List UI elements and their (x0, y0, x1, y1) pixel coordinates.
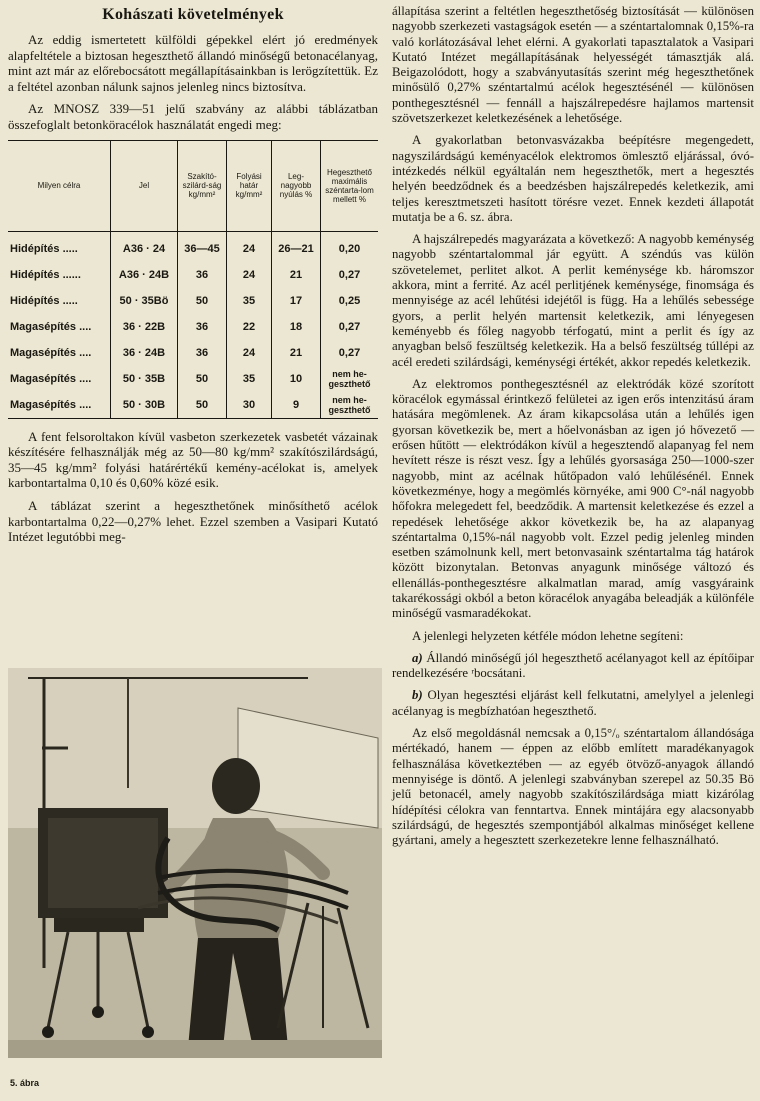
section-title: Kohászati követelmények (102, 6, 284, 23)
after-table-paragraph-2: A táblázat szerint a hegeszthetőnek minősíthető acélok karbontartalma 0,22—0,27% lehet. Ezzel szemben a Vasipari Kutató Intézet legutóbbi meg- (8, 497, 378, 545)
table-cell: nem he-geszthető (321, 366, 379, 392)
table-cell: A36 · 24B (111, 262, 178, 288)
left-column (8, 4, 378, 552)
header-max-carbon: Hegeszthető maximális széntarta-lom mellett % (321, 140, 379, 231)
table-cell: Hidépítés ...... (10, 268, 81, 281)
table-cell: 36 · 22B (111, 314, 178, 340)
table-row (8, 340, 378, 366)
table-cell: Hidépítés ..... (10, 294, 78, 307)
option-b-label: b) (412, 688, 423, 703)
table-cell: 50 · 35B (111, 366, 178, 392)
right-column (392, 4, 754, 855)
option-a (392, 651, 754, 682)
table-cell: 24 (227, 262, 272, 288)
table-cell: Magasépítés .... (10, 372, 92, 385)
table-cell: Hidépítés ..... (10, 242, 78, 255)
option-b (392, 688, 754, 719)
welding-machine-photo (8, 668, 382, 1058)
right-paragraph-6: Az első megoldásnál nemcsak a 0,15°/ₒ széntartalom állandósága mértékadó, hanem — éppen az előbb említett maradékanyagok felhasználása következtében — az egyéb ötvöző-anyagok állandó mennyisége is döntő. A jelenlegi szabványban szerepel az 50.35 Bö jelű betonacél, amely nagyobb szakítószilárdsága miatt kizárólag hídépítési célokra van fenntartva. Ennek mintájára egy alacsonyabb szilárdságú, de hegesztés szempontjából alkalmas minőséget kellene gyártani, amely a hegesztett szerkezetekre lenne felhasználható. (392, 726, 754, 848)
table-cell: 35 (227, 288, 272, 314)
header-yield-point: Folyási határ kg/mm² (227, 140, 272, 231)
header-elongation: Leg-nagyobb nyúlás % (272, 140, 321, 231)
table-cell: 24 (227, 340, 272, 366)
table-cell: 35 (227, 366, 272, 392)
table-cell: 0,25 (321, 288, 379, 314)
header-purpose: Milyen célra (8, 140, 111, 231)
table-cell: 30 (227, 392, 272, 419)
table-row (8, 262, 378, 288)
table-cell: A36 · 24 (111, 231, 178, 262)
table-cell: 36 · 24B (111, 340, 178, 366)
table-row (8, 314, 378, 340)
right-paragraph-4: Az elektromos ponthegesztésnél az elektródák közé szorított köracélok egymással érintkező felületei az igen erős intenzitású áram hatására megömlenek. Az áram kikapcsolása után a lehűlés igen gyorsan következik be, mert a hőelvonásban az igen jó hővezető — erősen hűtött — elektródákon kívül a hegesztendő alapanyag fel nem hevített része is részt vesz. Így a lehűlés gyorsasága 250—1000-szer nagyobb, mint az acélnak hűtőpadon való lehűlésénél. Ennek következménye, hogy a megömlés környéke, ami 900 C°-nál nagyobb hőfokra melegedett fel, beedződik. A martensit keletkezése és ezzel a repedések lehetősége akkor következik be, ha az alapanyag széntartalma 0,15%-nál nagyobb volt. Ezzel pedig jelenleg minden esetben számolnunk kell, mert betonvasaink széntartalma tág határok között bizonytalan. Betonvas anyagunk minősége változó és ellenállás-ponthegesztésre alkalmatlan marad, amíg vasgyáraink takarékossági okból a beton köracélok anyagába beleadják a különféle minőségű vasmaradékokat. (392, 376, 754, 621)
table-cell: 0,27 (321, 262, 379, 288)
table-cell: 50 · 30B (111, 392, 178, 419)
table-cell: 9 (272, 392, 321, 419)
table-cell: 21 (272, 340, 321, 366)
table-cell: Magasépítés .... (10, 398, 92, 411)
table-header-row (8, 140, 378, 231)
option-a-text: Állandó minőségű jól hegeszthető acélanyagot kell az építőipar rendelkezésére ʳbocsátani. (392, 650, 755, 681)
right-paragraph-1: állapítása szerint a feltétlen hegeszthetőség biztosítását — különösen nagyobb szerkezeti vastagságok esetén — a széntartalomnak 0,15%-ra való korlátozásával lehet elérni. A gyakorlati tapasztalatok a Vasipari Kutató Intézet megállapításának helyességét támasztják alá. Beigazolódott, hogy a szabványutasítás szerint még hegeszthetőnek minősülő 0,27% széntartalmú acélok hegesztésénél — különösen ponthegesztésnél — fennáll a hajszálrepedésre hajlamos martensit szövetszerkezet keletkezésének a lehetősége. (392, 4, 754, 126)
right-paragraph-3: A hajszálrepedés magyarázata a következő: A nagyobb keménység nagyobb széntartalommal jár együtt. A széndús vas külön szövetelemet, perlitet alkot. A perlit keménysége kb. háromszor akkora, mint a ferrité. Az acél perlitjének keménysége, finomsága és mennyisége az acél lehűtési idejétől is függ. Ha a lehűlés sebessége gyors, a perlit helyén martensit keletkezik, ami lényegesen keményebb és főleg nagyobb térfogatú, mint a perlit és így az anyagban belső feszültség keletkezik. Ha a belső feszültség túllépi az acél eredeti szilárdsági, keménységi értékét, akkor repedés keletkezik. (392, 232, 754, 369)
intro-paragraph-1: Az eddig ismertetett külföldi gépekkel elért jó eredmények alapfeltétele a biztosan hegeszthető állandó minőségű betonacélanyag, mint azt már az előrebocsátott megállapításainkban is lerögzítettük. Ez a feltétel azonban nálunk sajnos jelenleg nincs biztosítva. (8, 32, 378, 94)
table-cell: 0,20 (321, 231, 379, 262)
table-cell: nem he-geszthető (321, 392, 379, 419)
photo-illustration (8, 668, 382, 1058)
right-paragraph-5: A jelenlegi helyzeten kétféle módon lehetne segíteni: (412, 628, 684, 643)
table-cell: 24 (227, 231, 272, 262)
table-cell: 36 (178, 314, 227, 340)
table-cell: Magasépítés .... (10, 346, 92, 359)
header-mark: Jel (111, 140, 178, 231)
option-a-label: a) (412, 650, 423, 665)
intro-paragraph-2: Az MNOSZ 339—51 jelű szabvány az alábbi táblázatban összefoglalt betonköracélok használatát engedi meg: (8, 101, 378, 132)
table-cell: 21 (272, 262, 321, 288)
table-cell: 18 (272, 314, 321, 340)
table-row (8, 392, 378, 419)
table-cell: 50 (178, 392, 227, 419)
table-cell: 10 (272, 366, 321, 392)
option-b-text: Olyan hegesztési eljárást kell felkutatni, amelylyel a jelenlegi acélanyag is megbízhatóan hegeszthető. (392, 688, 755, 718)
table-cell: 26—21 (272, 231, 321, 262)
table-row (8, 231, 378, 262)
after-table-paragraph-1: A fent felsoroltakon kívül vasbeton szerkezetek vasbetét vázainak készítésére felhasználják még az 50—80 kg/mm² szakítószilárdságú, 35—45 kg/mm² folyási határértékű kemény-acélokat is, amelyek karbontartalma 0,10 és 0,60% közé esik. (8, 428, 378, 491)
table-cell: 0,27 (321, 340, 379, 366)
table-row (8, 288, 378, 314)
table-cell: 50 · 35Bö (111, 288, 178, 314)
table-cell: 50 (178, 366, 227, 392)
figure-caption: 5. ábra (10, 1078, 40, 1088)
right-paragraph-2: A gyakorlatban betonvasvázakba beépítésre megengedett, nagyszilárdságú keményacélok elektromos ömlesztő eljárással, óvó-intézkedés nélkül egyáltalán nem hegeszthetők, mert a hegesztés helyén beedződnek és a beedzésben hajszálrepedés keletkezik, ami teljes keresztmetszeti hasított törésre vezet. Ennek kezdeti állapotát mutatja be a 6. sz. ábra. (392, 133, 754, 224)
table-cell: Magasépítés .... (10, 320, 92, 333)
table-cell: 36 (178, 340, 227, 366)
table-cell: 0,27 (321, 314, 379, 340)
table-cell: 17 (272, 288, 321, 314)
table-cell: 22 (227, 314, 272, 340)
header-tensile-strength: Szakító-szilárd-ság kg/mm² (178, 140, 227, 231)
table-cell: 50 (178, 288, 227, 314)
table-cell: 36 (178, 262, 227, 288)
table-row (8, 366, 378, 392)
table-cell: 36—45 (178, 231, 227, 262)
steel-spec-table (8, 140, 378, 419)
